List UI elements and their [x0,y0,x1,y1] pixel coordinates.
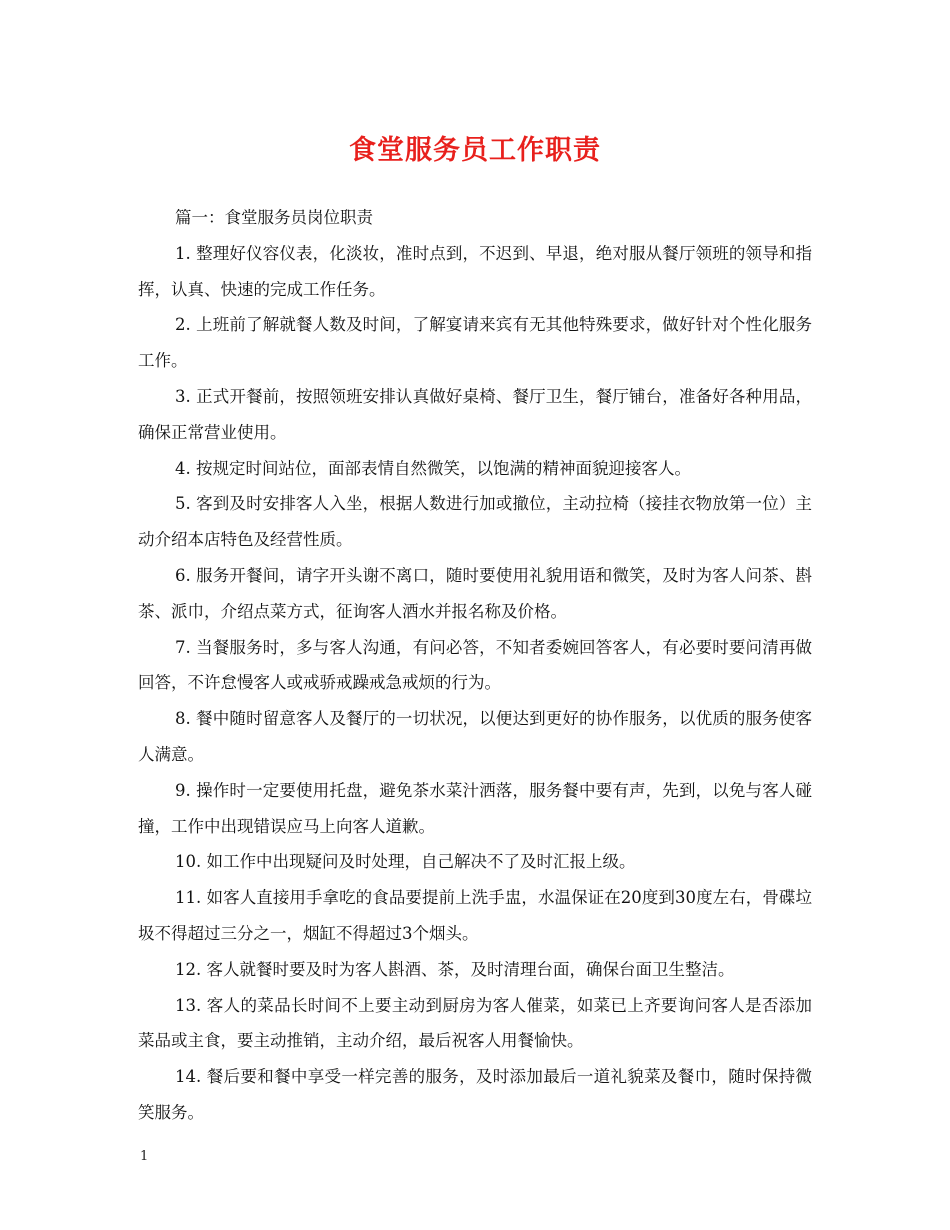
duty-paragraph-13: 13. 客人的菜品长时间不上要主动到厨房为客人催菜，如菜已上齐要询问客人是否添加菜品或主食，要主动推销，主动介绍，最后祝客人用餐愉快。 [138,995,812,1051]
duty-paragraph-5: 5. 客到及时安排客人入坐，根据人数进行加或撤位，主动拉椅（接挂衣物放第一位）主动介绍本店特色及经营性质。 [138,494,812,550]
duty-paragraph-14: 14. 餐后要和餐中享受一样完善的服务，及时添加最后一道礼貌菜及餐巾，随时保持微笑服务。 [138,1067,812,1122]
duty-paragraph-10: 10. 如工作中出现疑问及时处理，自己解决不了及时汇报上级。 [175,852,636,872]
section-heading: 篇一：食堂服务员岗位职责 [175,208,373,227]
page-number: 1 [140,1149,149,1164]
duty-paragraph-2: 2. 上班前了解就餐人数及时间，了解宴请来宾有无其他特殊要求，做好针对个性化服务工作。 [138,315,812,371]
duty-paragraph-9: 9. 操作时一定要使用托盘，避免茶水菜汁洒落，服务餐中要有声，先到，以免与客人碰撞，工作中出现错误应马上向客人道歉。 [138,780,812,836]
duty-paragraph-8: 8. 餐中随时留意客人及餐厅的一切状况，以便达到更好的协作服务，以优质的服务使客人满意。 [138,709,812,764]
document-title: 食堂服务员工作职责 [349,135,601,166]
document-body [138,200,812,1131]
duty-paragraph-1: 1. 整理好仪容仪表，化淡妆，准时点到，不迟到、早退，绝对服从餐厅领班的领导和指挥，认真、快速的完成工作任务。 [138,243,812,299]
duty-paragraph-11: 11. 如客人直接用手拿吃的食品要提前上洗手盅，水温保证在20度到30度左右，骨碟垃圾不得超过三分之一，烟缸不得超过3个烟头。 [138,888,812,943]
duty-paragraph-3: 3. 正式开餐前，按照领班安排认真做好桌椅、餐厅卫生，餐厅铺台，准备好各种用品，确保正常营业使用。 [138,386,812,442]
duty-paragraph-7: 7. 当餐服务时，多与客人沟通，有问必答，不知者委婉回答客人，有必要时要问清再做回答，不许怠慢客人或戒骄戒躁戒急戒烦的行为。 [138,637,812,693]
duty-paragraph-12: 12. 客人就餐时要及时为客人斟酒、茶，及时清理台面，确保台面卫生整洁。 [175,959,735,979]
duty-paragraph-6: 6. 服务开餐间，请字开头谢不离口，随时要使用礼貌用语和微笑，及时为客人问茶、斟茶、派巾，介绍点菜方式，征询客人酒水并报名称及价格。 [138,565,812,621]
duty-paragraph-4: 4. 按规定时间站位，面部表情自然微笑，以饱满的精神面貌迎接客人。 [175,458,691,478]
